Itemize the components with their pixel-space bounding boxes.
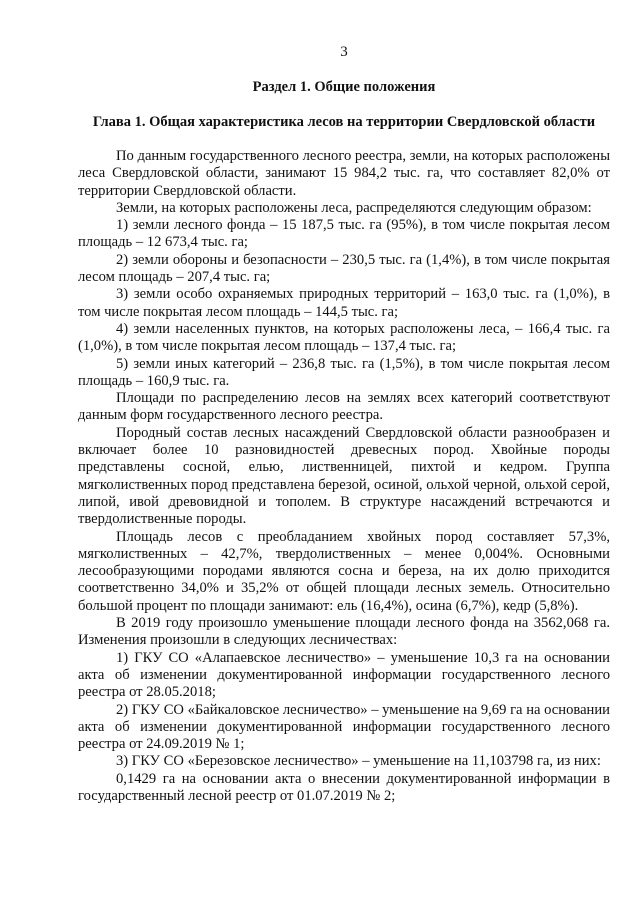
- body-text: [78, 148, 610, 805]
- paragraph-land-distribution-intro: Земли, на которых расположены леса, распределяются следующим образом:: [116, 199, 592, 216]
- paragraph-area-decrease-2019: В 2019 году произошло уменьшение площади лесного фонда на 3562,068 га. Изменения произошли в следующих лесничествах:: [78, 615, 610, 649]
- list-item-berezovskoe: 3) ГКУ СО «Березовское лесничество» – уменьшение на 11,103798 га, из них:: [116, 753, 601, 770]
- list-item-forest-fund-lands: 1) земли лесного фонда – 15 187,5 тыс. га (95%), в том числе покрытая лесом площадь – 12 673,4 тыс. га;: [78, 217, 610, 251]
- section-title: Раздел 1. Общие положения: [252, 79, 436, 95]
- paragraph-registry-correspondence: Площади по распределению лесов на землях всех категорий соответствуют данным форм государственного лесного реестра.: [78, 390, 610, 424]
- page-number: 3: [340, 44, 348, 60]
- paragraph-species-composition: Породный состав лесных насаждений Свердловской области разнообразен и включает более 10 разновидностей древесных пород. Хвойные породы представлены сосной, елью, лиственницей, пихтой и кедром. Группа мягколиственных пород представлена березой, осиной, ольхой черной, ольхой серой, липой, ивой древовидной и тополем. В структуре насаждений встречаются и твердолиственные породы.: [78, 424, 610, 528]
- paragraph-berezovskoe-detail: 0,1429 га на основании акта о внесении документированной информации в государственный лесной реестр от 01.07.2019 № 2;: [78, 770, 610, 804]
- list-item-protected-areas: 3) земли особо охраняемых природных территорий – 163,0 тыс. га (1,0%), в том числе покрытая лесом площадь – 144,5 тыс. га;: [78, 286, 610, 320]
- list-item-baikalovskoe: 2) ГКУ СО «Байкаловское лесничество» – уменьшение на 9,69 га на основании акта об изменении документированной информации государственного лесного реестра от 24.09.2019 № 1;: [78, 701, 610, 753]
- list-item-settlement-lands: 4) земли населенных пунктов, на которых расположены леса, – 166,4 тыс. га (1,0%), в том числе покрытая лесом площадь – 137,4 тыс. га;: [78, 320, 610, 355]
- chapter-title: Глава 1. Общая характеристика лесов на территории Свердловской области: [92, 114, 596, 130]
- list-item-other-lands: 5) земли иных категорий – 236,8 тыс. га (1,5%), в том числе покрытая лесом площадь – 160,9 тыс. га.: [78, 355, 610, 389]
- paragraph-species-shares: Площадь лесов с преобладанием хвойных пород составляет 57,3%, мягколиственных – 42,7%, твердолиственных – менее 0,004%. Основными лесообразующими породами являются сосна и береза, на их долю приходится соответственно 34,0% и 35,2% от общей площади лесных земель. Относительно большой процент по площади занимают: ель (16,4%), осина (6,7%), кедр (5,8%).: [78, 528, 610, 614]
- list-item-defense-lands: 2) земли обороны и безопасности – 230,5 тыс. га (1,4%), в том числе покрытая лесом площадь – 207,4 тыс. га;: [78, 251, 610, 286]
- list-item-alapaevskoe: 1) ГКУ СО «Алапаевское лесничество» – уменьшение 10,3 га на основании акта об изменении документированной информации государственного лесного реестра от 28.05.2018;: [78, 649, 610, 701]
- paragraph-forest-area-total: По данным государственного лесного реестра, земли, на которых расположены леса Свердловской области, занимают 15 984,2 тыс. га, что составляет 82,0% от территории Свердловской области.: [78, 148, 610, 199]
